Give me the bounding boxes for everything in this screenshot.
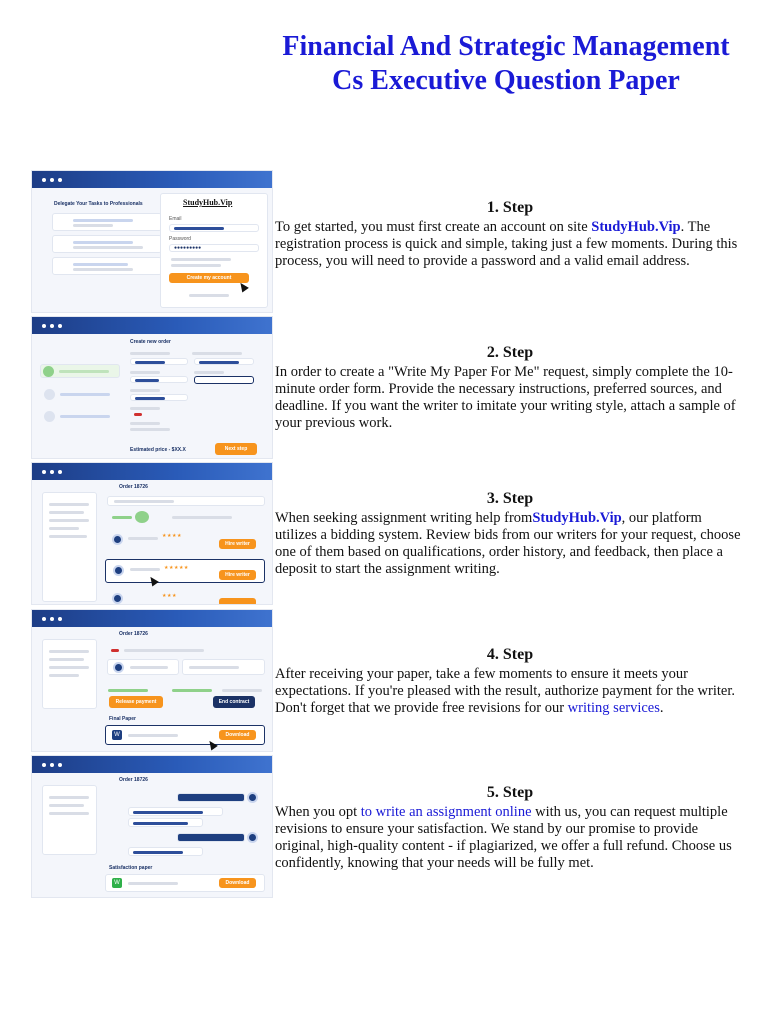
step-4 xyxy=(275,645,745,717)
word-doc-icon: W xyxy=(112,878,122,888)
s1-heading: Delegate Your Tasks to Professionals xyxy=(54,201,143,207)
s2-heading: Create new order xyxy=(130,339,171,345)
end-contract-button[interactable]: End contract xyxy=(213,696,255,708)
step-3-heading: 3. Step xyxy=(486,490,534,507)
step-3 xyxy=(275,489,745,578)
browser-bar xyxy=(32,756,272,773)
step-1-body: To get started, you must first create an account on site StudyHub.Vip. The registration process is quick and simple, taking just a few moments. During this process, you will need to provide a password and a valid email address. xyxy=(275,219,738,269)
s5-order: Order 18726 xyxy=(119,777,148,783)
step-4-screenshot xyxy=(31,609,273,752)
step-4-heading: 4. Step xyxy=(486,646,534,663)
s3-order: Order 18726 xyxy=(119,484,148,490)
step-1-screenshot: Delegate Your Tasks to Professionals StudyHub.Vip Email Password ●●●●●●●●● Create my account xyxy=(31,170,273,313)
step-1 xyxy=(275,198,745,270)
release-payment-button[interactable]: Release payment xyxy=(109,696,163,708)
step-5-screenshot xyxy=(31,755,273,898)
step-5 xyxy=(275,783,745,872)
step-2-body: In order to create a "Write My Paper For Me" request, simply complete the 10-minute order form. Provide the necessary instructions, preferred sources, and deadline. If you want the writer to imitate your writing style, attach a sample of your previous work. xyxy=(275,364,736,431)
browser-bar xyxy=(32,171,272,188)
step-2-screenshot xyxy=(31,316,273,459)
hire-writer-button-1[interactable]: Hire writer xyxy=(219,539,256,549)
write-assignment-link[interactable]: to write an assignment online xyxy=(360,804,532,820)
satisfaction-paper-label: Satisfaction paper xyxy=(109,865,153,871)
browser-bar xyxy=(32,317,272,334)
hire-writer-button-2[interactable]: Hire writer xyxy=(219,570,256,580)
step-5-heading: 5. Step xyxy=(486,784,534,801)
s1-brand: StudyHub.Vip xyxy=(183,198,233,207)
browser-bar xyxy=(32,463,272,480)
step-3-screenshot: Order 18726 ★★★★ Hire writer ★★★★★ Hire writer ★★★ xyxy=(31,462,273,605)
step-2 xyxy=(275,343,745,432)
page-title: Financial And Strategic Management Cs Executive Question Paper xyxy=(282,31,730,96)
browser-bar xyxy=(32,610,272,627)
estimated-price: Estimated price - $XX.X xyxy=(130,447,186,453)
final-paper-label: Final Paper xyxy=(109,716,136,722)
studyhub-link[interactable]: StudyHub.Vip xyxy=(591,219,681,235)
word-doc-icon: W xyxy=(112,730,122,740)
writing-services-link[interactable]: writing services xyxy=(567,700,660,716)
download-button[interactable]: Download xyxy=(219,730,256,740)
s4-order: Order 18726 xyxy=(119,631,148,637)
step-4-body: After receiving your paper, take a few moments to ensure it meets your expectations. If you're pleased with the result, authorize payment for the writer. Don't forget that we provide free revisions for our writing services. xyxy=(275,666,736,716)
next-step-button[interactable]: Next step xyxy=(215,443,257,455)
studyhub-link[interactable]: StudyHub.Vip xyxy=(532,510,622,526)
step-2-heading: 2. Step xyxy=(486,344,534,361)
step-1-heading: 1. Step xyxy=(486,199,534,216)
download-button[interactable]: Download xyxy=(219,878,256,888)
create-account-button[interactable]: Create my account xyxy=(169,273,249,283)
step-5-body: When you opt to write an assignment online with us, you can request multiple revisions to ensure your satisfaction. We stand by our promise to provide original, high-quality content - if plagiarized, we offer a full refund. Choose us confidently, knowing that your needs will be fully met. xyxy=(275,804,732,871)
step-3-body: When seeking assignment writing help fromStudyHub.Vip, our platform utilizes a bidding system. Review bids from our writers for your request, choose one of them based on qualifications, order history, and feedback, then place a deposit to start the assignment writing. xyxy=(275,510,741,577)
